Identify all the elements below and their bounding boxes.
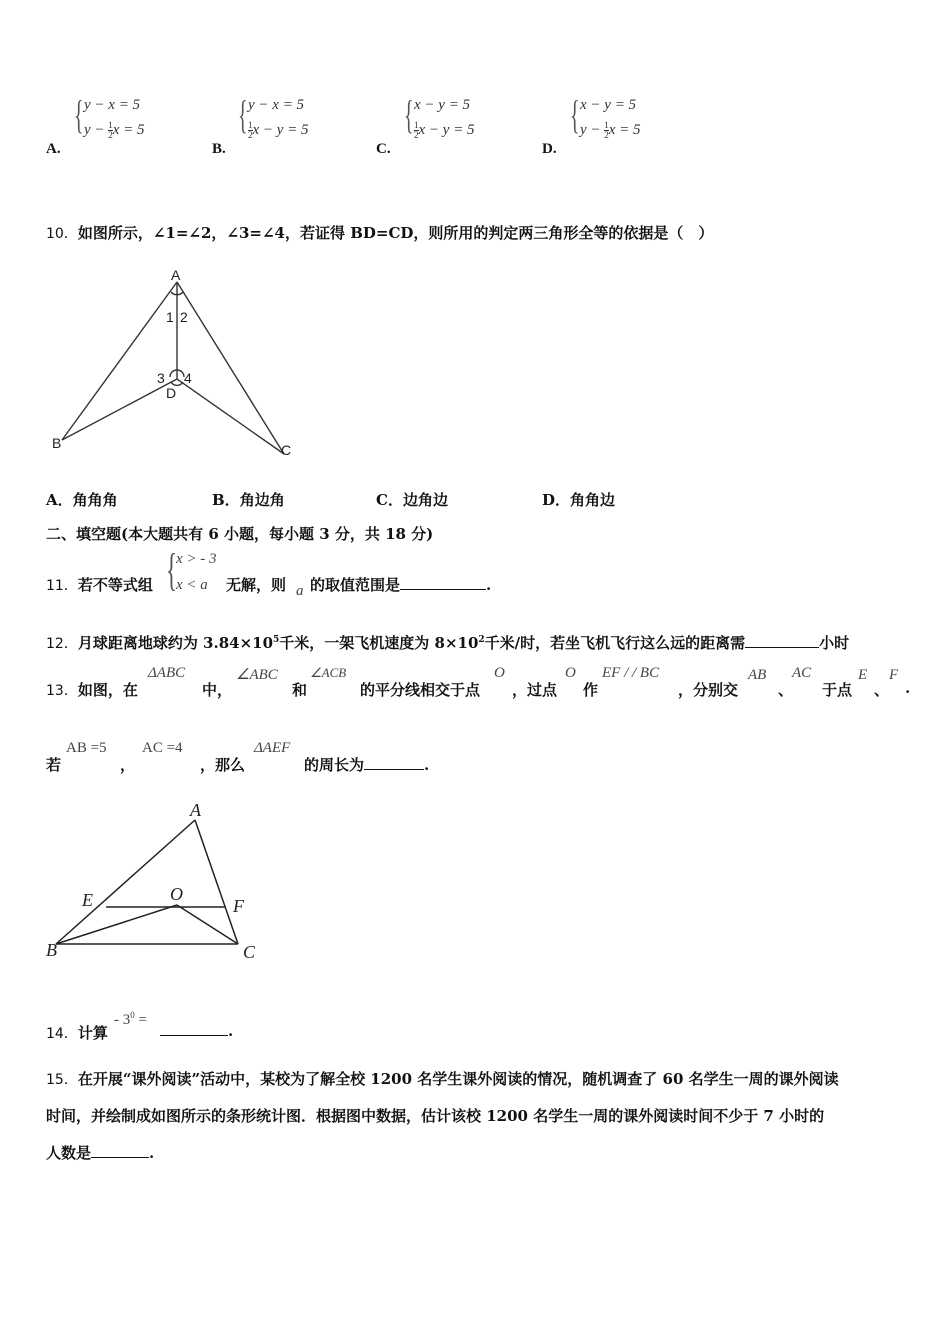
q13-label-o: O <box>170 884 183 904</box>
q9-option-b-label: B. <box>212 141 226 157</box>
left-brace-icon: { <box>166 544 178 595</box>
q10-option-a: A．角角角 <box>46 491 118 509</box>
q10-label-d: D <box>166 385 177 401</box>
q10-option-c: C．边角边 <box>376 491 448 509</box>
q13-label-b: B <box>46 940 57 960</box>
q10-label-1: 1 <box>166 309 174 325</box>
q13-line2-end: 的周长为 . <box>304 756 430 774</box>
q11-end: 的取值范围是 . <box>310 576 492 594</box>
q13-math-parallel: EF / / BC <box>602 665 660 681</box>
q10-label-2: 2 <box>180 309 188 325</box>
q10-label-4: 4 <box>184 370 192 386</box>
left-brace-icon: { <box>570 92 580 137</box>
q13-answer-blank[interactable] <box>364 769 424 770</box>
q9-option-d-label: D. <box>542 141 557 157</box>
q10-option-b: B．角边角 <box>212 491 285 509</box>
q13-math-angle-abc: ∠ABC <box>236 667 278 683</box>
q11-stem: 11．若不等式组 <box>46 576 153 594</box>
q14-stem: 14．计算 <box>46 1024 108 1042</box>
q9-option-c-label: C. <box>376 141 391 157</box>
left-brace-icon: { <box>74 92 84 137</box>
left-brace-icon: { <box>238 92 248 137</box>
q10-option-d: D．角角边 <box>542 491 616 509</box>
q13-label-e: E <box>82 890 93 910</box>
q13-math-triangle-abc: ΔABC <box>148 665 186 681</box>
q13-math-triangle-aef: ΔAEF <box>254 740 291 756</box>
q13-label-c: C <box>243 942 256 962</box>
q10-figure <box>40 262 310 462</box>
q13-line1: 13．如图，在 <box>46 681 138 699</box>
q9-option-a-label: A. <box>46 141 61 157</box>
q10-label-3: 3 <box>157 370 165 386</box>
q11-middle: 无解，则 <box>226 576 287 594</box>
q14-end: . <box>160 1022 233 1040</box>
q12-stem: 12．月球距离地球约为 $3.84\times 10^5$千米，一架飞机速度为 $8\times 10^2$千米/时，若坐飞机飞行这么远的距离需 小时 <box>46 634 850 652</box>
q12-answer-blank[interactable] <box>745 647 819 648</box>
q15-line2: 时间，并绘制成如图所示的条形统计图．根据图中数据，估计该校 1200 名学生一周的课外阅读时间不少于 7 小时的 <box>46 1107 825 1125</box>
q13-math-ab: AB =5 <box>66 740 107 756</box>
q10-label-b: B <box>52 435 62 451</box>
section-title: 二、填空题(本大题共有 6 小题，每小题 3 分，共 18 分) <box>46 525 434 543</box>
q10-label-c: C <box>281 442 292 458</box>
q13-math-ac: AC =4 <box>142 740 183 756</box>
q13-figure <box>40 796 280 968</box>
q15-line3: 人数是 . <box>46 1144 155 1162</box>
left-brace-icon: { <box>404 92 414 137</box>
q10-stem: 10．如图所示，∠1=∠2，∠3=∠4，若证得 BD=CD，则所用的判定两三角形全等的依据是（ ） <box>46 224 714 242</box>
q14-expression: - $3^0$ = <box>114 1010 147 1028</box>
q11-answer-blank[interactable] <box>400 589 486 590</box>
q13-label-f: F <box>233 896 244 916</box>
q13-label-a: A <box>190 800 201 820</box>
q15-answer-blank[interactable] <box>91 1157 149 1158</box>
q10-label-a: A <box>171 267 181 283</box>
q14-answer-blank[interactable] <box>160 1035 228 1036</box>
q15-line1: 15．在开展“课外阅读”活动中，某校为了解全校 1200 名学生课外阅读的情况，随机调查了 60 名学生一周的课外阅读 <box>46 1070 839 1088</box>
q11-var: a <box>296 583 304 599</box>
q13-math-angle-acb: ∠ACB <box>310 665 347 680</box>
